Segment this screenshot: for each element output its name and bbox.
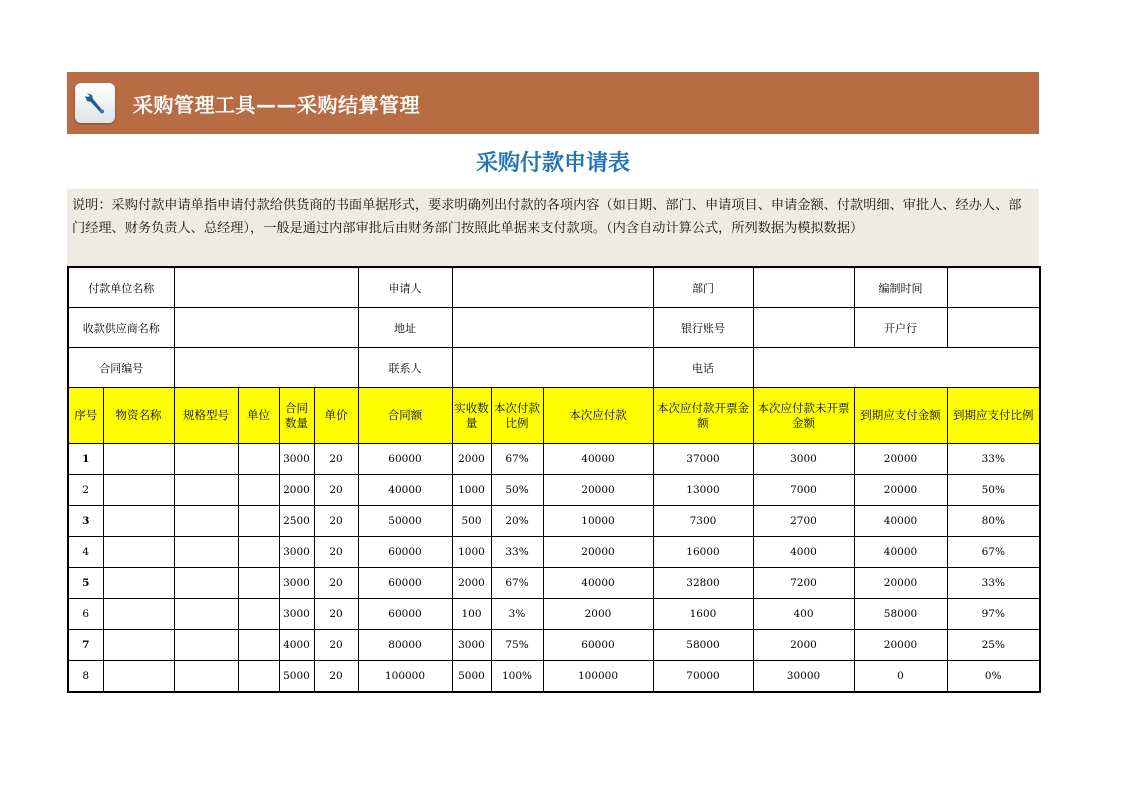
cell-price: 20	[314, 537, 358, 568]
cell-name[interactable]	[103, 568, 174, 599]
cell-invoiced: 70000	[653, 661, 753, 693]
header-recv: 实收数量	[452, 388, 491, 444]
payment-request-table	[67, 266, 1041, 693]
cell-seq: 3	[68, 506, 103, 537]
cell-maturity-ratio: 33%	[947, 568, 1040, 599]
cell-maturity-amount: 20000	[854, 630, 947, 661]
header-unit: 单位	[238, 388, 279, 444]
cell-price: 20	[314, 568, 358, 599]
cell-name[interactable]	[103, 630, 174, 661]
cell-price: 20	[314, 475, 358, 506]
phone-label: 电话	[653, 348, 753, 388]
cell-qty: 3000	[279, 444, 314, 475]
cell-qty: 5000	[279, 661, 314, 693]
cell-maturity-amount: 20000	[854, 568, 947, 599]
cell-amount: 50000	[358, 506, 452, 537]
cell-ratio: 75%	[491, 630, 543, 661]
cell-maturity-ratio: 25%	[947, 630, 1040, 661]
cell-uninvoiced: 400	[753, 599, 854, 630]
wrench-icon	[75, 83, 115, 123]
cell-amount: 60000	[358, 537, 452, 568]
cell-spec[interactable]	[174, 537, 238, 568]
header-qty: 合同数量	[279, 388, 314, 444]
cell-maturity-ratio: 33%	[947, 444, 1040, 475]
cell-spec[interactable]	[174, 630, 238, 661]
cell-maturity-ratio: 50%	[947, 475, 1040, 506]
cell-price: 20	[314, 661, 358, 693]
cell-uninvoiced: 2000	[753, 630, 854, 661]
cell-unit[interactable]	[238, 444, 279, 475]
cell-spec[interactable]	[174, 661, 238, 693]
cell-spec[interactable]	[174, 475, 238, 506]
cell-recv: 5000	[452, 661, 491, 693]
table-row	[68, 475, 1040, 506]
cell-amount: 60000	[358, 444, 452, 475]
banner	[67, 72, 1039, 134]
cell-unit[interactable]	[238, 475, 279, 506]
cell-price: 20	[314, 506, 358, 537]
cell-qty: 4000	[279, 630, 314, 661]
cell-unit[interactable]	[238, 599, 279, 630]
cell-ratio: 50%	[491, 475, 543, 506]
cell-price: 20	[314, 444, 358, 475]
cell-maturity-ratio: 97%	[947, 599, 1040, 630]
document-title: 采购付款申请表	[475, 151, 630, 176]
created-label: 编制时间	[854, 267, 947, 308]
cell-name[interactable]	[103, 475, 174, 506]
cell-maturity-amount: 40000	[854, 506, 947, 537]
description-text: 说明：采购付款申请单指申请付款给供货商的书面单据形式，要求明确列出付款的各项内容（如日期、部门、申请项目、申请金额、付款明细、审批人、经办人、部门经理、财务负责人、总经理），一般是通过内部审批后由财务部门按照此单据来支付款项。（内含自动计算公式，所列数据为模拟数据）	[67, 189, 1039, 269]
header-price: 单价	[314, 388, 358, 444]
applicant-field[interactable]	[452, 267, 653, 308]
dept-label: 部门	[653, 267, 753, 308]
cell-maturity-amount: 0	[854, 661, 947, 693]
bank-account-field[interactable]	[753, 308, 854, 348]
cell-qty: 3000	[279, 537, 314, 568]
cell-seq: 4	[68, 537, 103, 568]
cell-name[interactable]	[103, 537, 174, 568]
cell-maturity-amount: 20000	[854, 444, 947, 475]
contact-label: 联系人	[358, 348, 452, 388]
dept-field[interactable]	[753, 267, 854, 308]
cell-recv: 1000	[452, 537, 491, 568]
cell-invoiced: 16000	[653, 537, 753, 568]
cell-price: 20	[314, 630, 358, 661]
header-spec: 规格型号	[174, 388, 238, 444]
cell-invoiced: 32800	[653, 568, 753, 599]
cell-spec[interactable]	[174, 599, 238, 630]
address-field[interactable]	[452, 308, 653, 348]
cell-ratio: 67%	[491, 444, 543, 475]
cell-recv: 2000	[452, 568, 491, 599]
cell-invoiced: 58000	[653, 630, 753, 661]
cell-name[interactable]	[103, 661, 174, 693]
cell-unit[interactable]	[238, 661, 279, 693]
cell-name[interactable]	[103, 599, 174, 630]
info-row-payer	[68, 267, 1040, 308]
header-amount: 合同额	[358, 388, 452, 444]
table-row	[68, 506, 1040, 537]
bank-field[interactable]	[947, 308, 1040, 348]
table-row	[68, 568, 1040, 599]
cell-qty: 2500	[279, 506, 314, 537]
supplier-label: 收款供应商名称	[68, 308, 174, 348]
contract-no-field[interactable]	[174, 348, 358, 388]
cell-ratio: 20%	[491, 506, 543, 537]
cell-maturity-amount: 20000	[854, 475, 947, 506]
cell-due: 60000	[543, 630, 653, 661]
header-uninvoiced: 本次应付款未开票金额	[753, 388, 854, 444]
cell-spec[interactable]	[174, 444, 238, 475]
payer-field[interactable]	[174, 267, 358, 308]
phone-field[interactable]	[753, 348, 1040, 388]
cell-seq: 7	[68, 630, 103, 661]
cell-seq: 6	[68, 599, 103, 630]
contact-field[interactable]	[452, 348, 653, 388]
cell-recv: 500	[452, 506, 491, 537]
cell-maturity-ratio: 67%	[947, 537, 1040, 568]
supplier-field[interactable]	[174, 308, 358, 348]
cell-recv: 100	[452, 599, 491, 630]
bank-label: 开户行	[854, 308, 947, 348]
cell-amount: 40000	[358, 475, 452, 506]
cell-uninvoiced: 2700	[753, 506, 854, 537]
cell-amount: 100000	[358, 661, 452, 693]
cell-uninvoiced: 7000	[753, 475, 854, 506]
created-field[interactable]	[947, 267, 1040, 308]
table-row	[68, 630, 1040, 661]
cell-spec[interactable]	[174, 568, 238, 599]
cell-unit[interactable]	[238, 630, 279, 661]
header-maturity-amount: 到期应支付金额	[854, 388, 947, 444]
info-row-supplier	[68, 308, 1040, 348]
cell-qty: 2000	[279, 475, 314, 506]
cell-seq: 1	[68, 444, 103, 475]
cell-due: 40000	[543, 568, 653, 599]
header-seq: 序号	[68, 388, 103, 444]
cell-qty: 3000	[279, 568, 314, 599]
cell-seq: 5	[68, 568, 103, 599]
cell-seq: 8	[68, 661, 103, 693]
table-row	[68, 599, 1040, 630]
cell-maturity-ratio: 0%	[947, 661, 1040, 693]
cell-invoiced: 1600	[653, 599, 753, 630]
cell-due: 40000	[543, 444, 653, 475]
table-row	[68, 661, 1040, 693]
payer-label: 付款单位名称	[68, 267, 174, 308]
cell-maturity-amount: 58000	[854, 599, 947, 630]
cell-price: 20	[314, 599, 358, 630]
cell-invoiced: 37000	[653, 444, 753, 475]
cell-name[interactable]	[103, 444, 174, 475]
cell-ratio: 33%	[491, 537, 543, 568]
cell-recv: 2000	[452, 444, 491, 475]
cell-maturity-ratio: 80%	[947, 506, 1040, 537]
cell-due: 10000	[543, 506, 653, 537]
cell-due: 20000	[543, 537, 653, 568]
cell-unit[interactable]	[238, 506, 279, 537]
cell-amount: 80000	[358, 630, 452, 661]
cell-unit[interactable]	[238, 537, 279, 568]
cell-ratio: 100%	[491, 661, 543, 693]
cell-name[interactable]	[103, 506, 174, 537]
cell-seq: 2	[68, 475, 103, 506]
banner-title: 采购管理工具——采购结算管理	[133, 92, 420, 117]
cell-unit[interactable]	[238, 568, 279, 599]
cell-amount: 60000	[358, 568, 452, 599]
cell-due: 100000	[543, 661, 653, 693]
address-label: 地址	[358, 308, 452, 348]
cell-spec[interactable]	[174, 506, 238, 537]
cell-invoiced: 7300	[653, 506, 753, 537]
cell-uninvoiced: 7200	[753, 568, 854, 599]
cell-recv: 1000	[452, 475, 491, 506]
header-maturity-ratio: 到期应支付比例	[947, 388, 1040, 444]
cell-due: 2000	[543, 599, 653, 630]
header-name: 物资名称	[103, 388, 174, 444]
cell-amount: 60000	[358, 599, 452, 630]
bank-account-label: 银行账号	[653, 308, 753, 348]
cell-uninvoiced: 4000	[753, 537, 854, 568]
cell-uninvoiced: 30000	[753, 661, 854, 693]
cell-maturity-amount: 40000	[854, 537, 947, 568]
contract-no-label: 合同编号	[68, 348, 174, 388]
table-row	[68, 444, 1040, 475]
applicant-label: 申请人	[358, 267, 452, 308]
cell-ratio: 3%	[491, 599, 543, 630]
cell-invoiced: 13000	[653, 475, 753, 506]
cell-ratio: 67%	[491, 568, 543, 599]
cell-uninvoiced: 3000	[753, 444, 854, 475]
header-ratio: 本次付款比例	[491, 388, 543, 444]
header-invoiced: 本次应付款开票金额	[653, 388, 753, 444]
info-row-contract	[68, 348, 1040, 388]
header-due: 本次应付款	[543, 388, 653, 444]
table-row	[68, 537, 1040, 568]
cell-recv: 3000	[452, 630, 491, 661]
cell-qty: 3000	[279, 599, 314, 630]
cell-due: 20000	[543, 475, 653, 506]
column-header-row	[68, 388, 1040, 444]
